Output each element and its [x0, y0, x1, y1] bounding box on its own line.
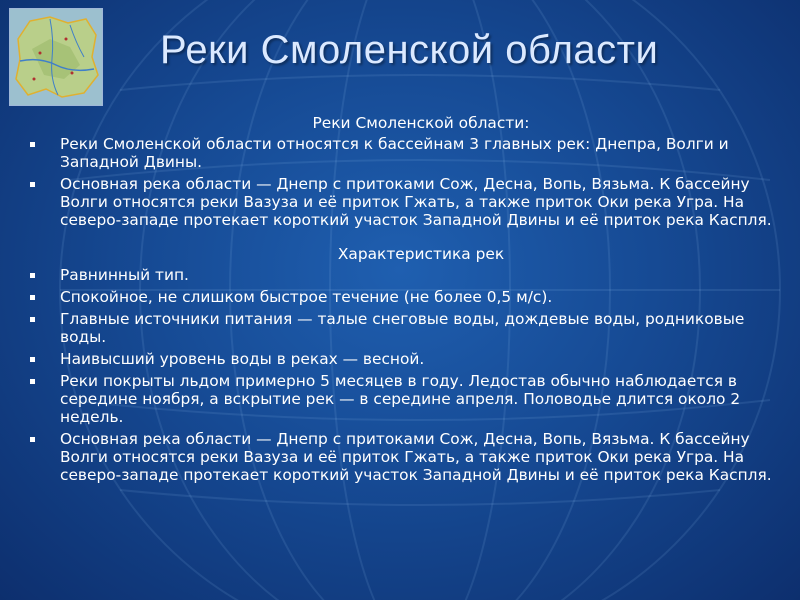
bullet-icon [30, 437, 35, 442]
slide-content [28, 114, 784, 488]
slide-title: Реки Смоленской области [160, 28, 659, 72]
list-item [28, 310, 784, 346]
list-item-text: Главные источники питания — талые снеговые воды, дождевые воды, родниковые воды. [60, 310, 745, 346]
list-item [28, 135, 784, 171]
bullet-icon [30, 317, 35, 322]
list-item [28, 266, 784, 284]
list-item-text: Основная река области — Днепр с притоками Сож, Десна, Вопь, Вязьма. К бассейну Волги относятся реки Вазуза и её приток Гжать, а также приток Оки река Угра. На северо-западе протекает короткий участок Западной Двины и её приток река Каспля. [60, 175, 772, 229]
region-map-image [9, 8, 103, 106]
list-item-text: Реки Смоленской области относятся к бассейнам 3 главных рек: Днепра, Волги и Западной Двины. [60, 135, 729, 171]
bullet-icon [30, 273, 35, 278]
bullet-icon [30, 379, 35, 384]
bullet-icon [30, 182, 35, 187]
section-heading-rivers: Реки Смоленской области: [312, 114, 530, 132]
list-item-text: Основная река области — Днепр с притоками Сож, Десна, Вопь, Вязьма. К бассейну Волги относятся реки Вазуза и её приток Гжать, а также приток Оки река Угра. На северо-западе протекает короткий участок Западной Двины и её приток река Каспля. [60, 430, 772, 484]
bullet-icon [30, 357, 35, 362]
list-item [28, 430, 784, 484]
list-item-text: Спокойное, не слишком быстрое течение (не более 0,5 м/с). [60, 288, 553, 306]
bullet-icon [30, 295, 35, 300]
section-heading-characteristics: Характеристика рек [337, 245, 505, 263]
list-item [28, 372, 784, 426]
list-item [28, 175, 784, 229]
list-item-text: Равнинный тип. [60, 266, 189, 284]
list-item-text: Наивысший уровень воды в реках — весной. [60, 350, 425, 368]
list-item-text: Реки покрыты льдом примерно 5 месяцев в году. Ледостав обычно наблюдается в середине ноября, а вскрытие рек — в середине апреля. Половодье длится около 2 недель. [60, 372, 741, 426]
bullet-icon [30, 142, 35, 147]
list-item [28, 288, 784, 306]
list-item [28, 350, 784, 368]
